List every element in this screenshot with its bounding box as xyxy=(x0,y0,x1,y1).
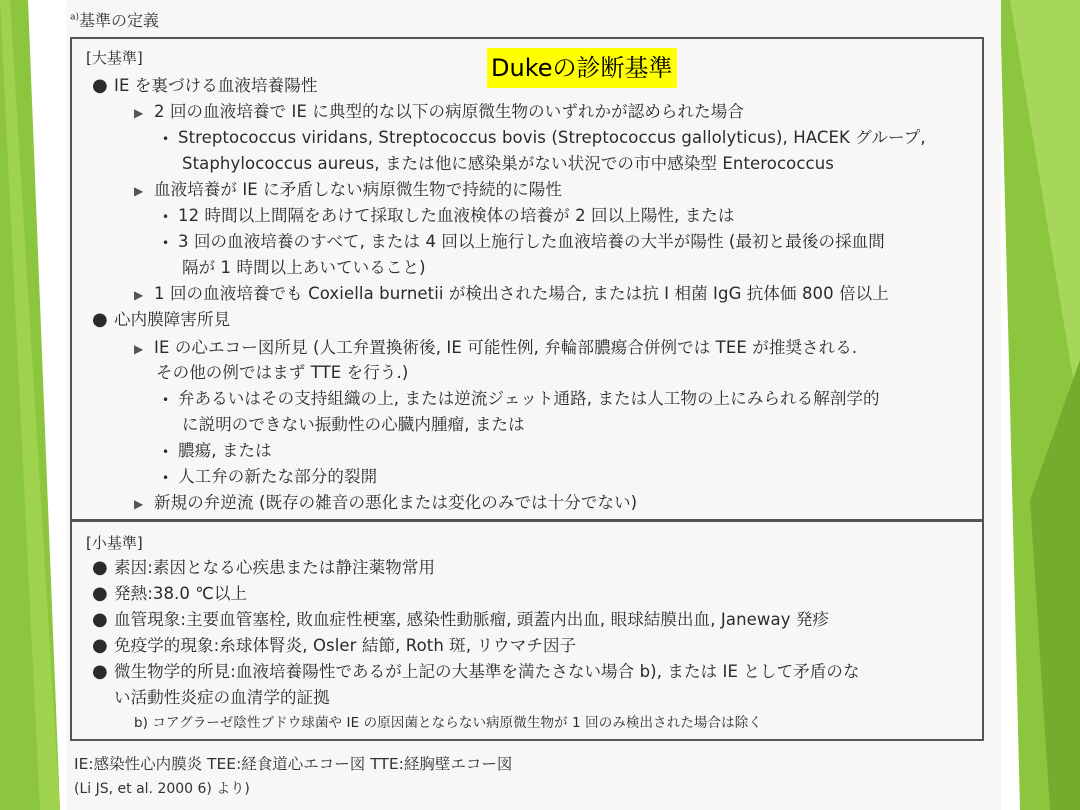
major-subitem: ▶ 新規の弁逆流 (既存の雑音の悪化または変化のみでは十分でない) xyxy=(134,492,637,515)
major-subitem: ▶ 1 回の血液培養でも Coxiella burnetii が検出された場合, または抗 I 相菌 IgG 抗体価 800 倍以上 xyxy=(134,283,889,306)
major-detail: • 人工弁の新たな部分的裂開 xyxy=(162,466,377,489)
major-item: ● IE を裏づける血液培養陽性 xyxy=(92,75,318,96)
minor-item: ● 微生物学的所見:血液培養陽性であるが上記の大基準を満たさない場合 b), または IE として矛盾のな xyxy=(92,661,860,682)
major-subitem: ▶ 2 回の血液培養で IE に典型的な以下の病原微生物のいずれかが認められた場合 xyxy=(134,101,744,124)
minor-item: ● 血管現象:主要血管塞栓, 敗血症性梗塞, 感染性動脈瘤, 頭蓋内出血, 眼球結膜出血, Janeway 発疹 xyxy=(92,609,830,630)
slide-title: Dukeの診断基準 xyxy=(487,48,677,88)
bullet-icon: ● xyxy=(92,661,108,682)
major-detail: • 3 回の血液培養のすべて, または 4 回以上施行した血液培養の大半が陽性 (最初と最後の採血間 xyxy=(162,231,885,254)
small-bullet-icon: • xyxy=(162,393,170,407)
major-detail-continued: 隔が 1 時間以上あいていること) xyxy=(182,258,426,277)
small-bullet-icon: • xyxy=(162,210,170,224)
table-caption xyxy=(70,8,159,31)
minor-footnote-b: b) コアグラーゼ陰性ブドウ球菌や IE の原因菌とならない病原微生物が 1 回のみ検出された場合は除く xyxy=(134,715,762,731)
major-criteria-label: [大基準] xyxy=(86,49,143,67)
small-bullet-icon: • xyxy=(162,132,170,146)
triangle-bullet-icon: ▶ xyxy=(134,288,144,302)
triangle-bullet-icon: ▶ xyxy=(134,342,144,356)
small-bullet-icon: • xyxy=(162,471,170,485)
source-citation: (Li JS, et al. 2000 6) より) xyxy=(74,781,250,797)
major-subitem: ▶ IE の心エコー図所見 (人工弁置換術後, IE 可能性例, 弁輪部膿瘍合併例では TEE が推奨される. xyxy=(134,337,857,360)
major-item: ● 心内膜障害所見 xyxy=(92,309,231,330)
bullet-icon: ● xyxy=(92,609,108,630)
small-bullet-icon: • xyxy=(162,445,170,459)
major-detail: • 膿瘍, または xyxy=(162,440,272,463)
major-subitem-continued: その他の例ではまず TTE を行う.) xyxy=(156,363,409,382)
minor-item: ● 素因:素因となる心疾患または静注薬物常用 xyxy=(92,557,436,578)
minor-criteria-label: [小基準] xyxy=(86,534,143,552)
major-detail: • 弁あるいはその支持組織の上, または逆流ジェット通路, または人工物の上にみられる解剖学的 xyxy=(162,388,880,411)
triangle-bullet-icon: ▶ xyxy=(134,106,144,120)
minor-criteria-box xyxy=(70,521,984,741)
major-detail-continued: Staphylococcus aureus, または他に感染巣がない状況での市中感染型 Enterococcus xyxy=(182,154,834,173)
bullet-icon: ● xyxy=(92,309,108,330)
small-bullet-icon: • xyxy=(162,236,170,250)
major-subitem: ▶ 血液培養が IE に矛盾しない病原微生物で持続的に陽性 xyxy=(134,179,562,202)
major-detail: • 12 時間以上間隔をあけて採取した血液検体の培養が 2 回以上陽性, または xyxy=(162,205,735,228)
minor-item-continued: い活動性炎症の血清学的証拠 xyxy=(114,688,330,707)
bullet-icon: ● xyxy=(92,635,108,656)
caption-marker: a) xyxy=(70,12,80,23)
bullet-icon: ● xyxy=(92,75,108,96)
abbreviation-footnote: IE:感染性心内膜炎 TEE:経食道心エコー図 TTE:経胸壁エコー図 xyxy=(74,755,513,773)
bullet-icon: ● xyxy=(92,583,108,604)
major-criteria-box xyxy=(70,37,984,521)
triangle-bullet-icon: ▶ xyxy=(134,497,144,511)
right-green-decoration xyxy=(1000,0,1080,810)
caption-text: 基準の定義 xyxy=(79,11,160,30)
minor-item: ● 発熱:38.0 ℃以上 xyxy=(92,583,248,604)
bullet-icon: ● xyxy=(92,557,108,578)
left-green-decoration xyxy=(0,0,60,810)
major-detail-continued: に説明のできない振動性の心臓内腫瘤, または xyxy=(182,415,525,434)
major-detail: • Streptococcus viridans, Streptococcus bovis (Streptococcus gallolyticus), HACEK グループ, xyxy=(162,127,926,150)
triangle-bullet-icon: ▶ xyxy=(134,184,144,198)
minor-item: ● 免疫学的現象:糸球体腎炎, Osler 結節, Roth 斑, リウマチ因子 xyxy=(92,635,577,656)
